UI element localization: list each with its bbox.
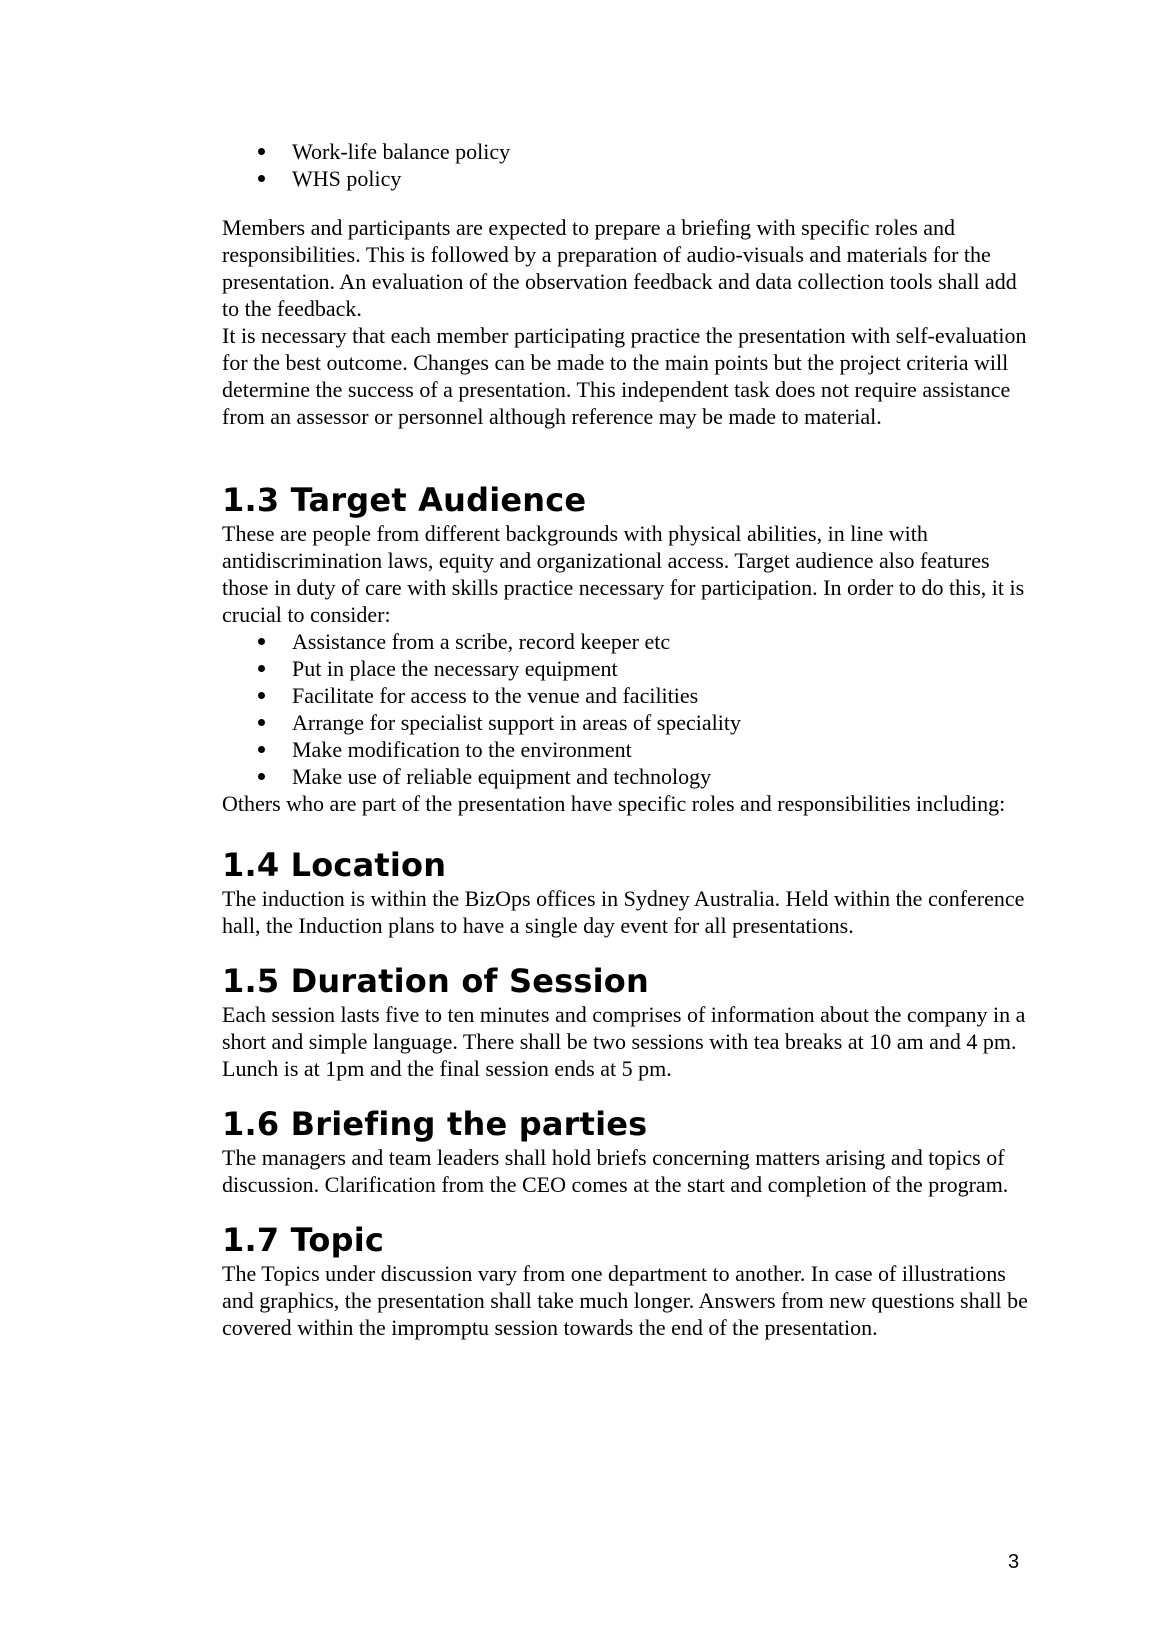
- briefing-text: The managers and team leaders shall hold briefs concerning matters arising and topics of discussion. Clarification from the CEO comes at the start and completion of the program.: [222, 1145, 1009, 1197]
- bullet-icon: [258, 148, 265, 155]
- topic-text: The Topics under discussion vary from one department to another. In case of illustrations and graphics, the presentation shall take much longer. Answers from new questions shall be covered within the impromptu session towards the end of the presentation.: [222, 1261, 1028, 1340]
- list-item: Work-life balance policy: [222, 138, 1032, 165]
- section-heading-topic: 1.7 Topic: [222, 1221, 385, 1259]
- target-audience-intro: These are people from different backgrounds with physical abilities, in line with antidiscrimination laws, equity and organizational access. Target audience also features those in duty of care with skills practice necessary for participation. In order to do this, it is crucial to consider:: [222, 521, 1025, 627]
- bullet-icon: [258, 638, 265, 645]
- intro-paragraph-2: It is necessary that each member participating practice the presentation with self-evaluation for the best outcome. Changes can be made to the main points but the project criteria will determine the success of a presentation. This independent task does not require assistance from an assessor or personnel although reference may be made to material.: [222, 323, 1027, 429]
- bullet-icon: [258, 719, 265, 726]
- intro-paragraph-1: Members and participants are expected to prepare a briefing with specific roles and responsibilities. This is followed by a preparation of audio-visuals and materials for the presentation. An evaluation of the observation feedback and data collection tools shall add to the feedback.: [222, 215, 1017, 321]
- section-heading-briefing: 1.6 Briefing the parties: [222, 1105, 648, 1143]
- bullet-icon: [258, 175, 265, 182]
- list-item: Put in place the necessary equipment: [222, 655, 1032, 682]
- list-item: Arrange for specialist support in areas of speciality: [222, 709, 1032, 736]
- duration-text: Each session lasts five to ten minutes and comprises of information about the company in a short and simple language. There shall be two sessions with tea breaks at 10 am and 4 pm. Lunch is at 1pm and the final session ends at 5 pm.: [222, 1002, 1026, 1081]
- section-heading-duration: 1.5 Duration of Session: [222, 962, 649, 1000]
- bullet-icon: [258, 692, 265, 699]
- document-page: [222, 138, 1032, 1341]
- bullet-icon: [258, 665, 265, 672]
- policy-bullet-list: [222, 138, 1032, 192]
- location-text: The induction is within the BizOps offices in Sydney Australia. Held within the conference hall, the Induction plans to have a single day event for all presentations.: [222, 886, 1025, 938]
- list-item: Make modification to the environment: [222, 736, 1032, 763]
- section-heading-location: 1.4 Location: [222, 846, 447, 884]
- list-item: Assistance from a scribe, record keeper etc: [222, 628, 1032, 655]
- bullet-icon: [258, 746, 265, 753]
- page-number: 3: [1008, 1551, 1020, 1573]
- target-audience-outro: Others who are part of the presentation have specific roles and responsibilities including:: [222, 791, 1006, 816]
- section-heading-target-audience: 1.3 Target Audience: [222, 481, 587, 519]
- bullet-icon: [258, 773, 265, 780]
- list-item: Facilitate for access to the venue and facilities: [222, 682, 1032, 709]
- list-item: Make use of reliable equipment and technology: [222, 763, 1032, 790]
- list-item: WHS policy: [222, 165, 1032, 192]
- target-audience-bullet-list: [222, 628, 1032, 790]
